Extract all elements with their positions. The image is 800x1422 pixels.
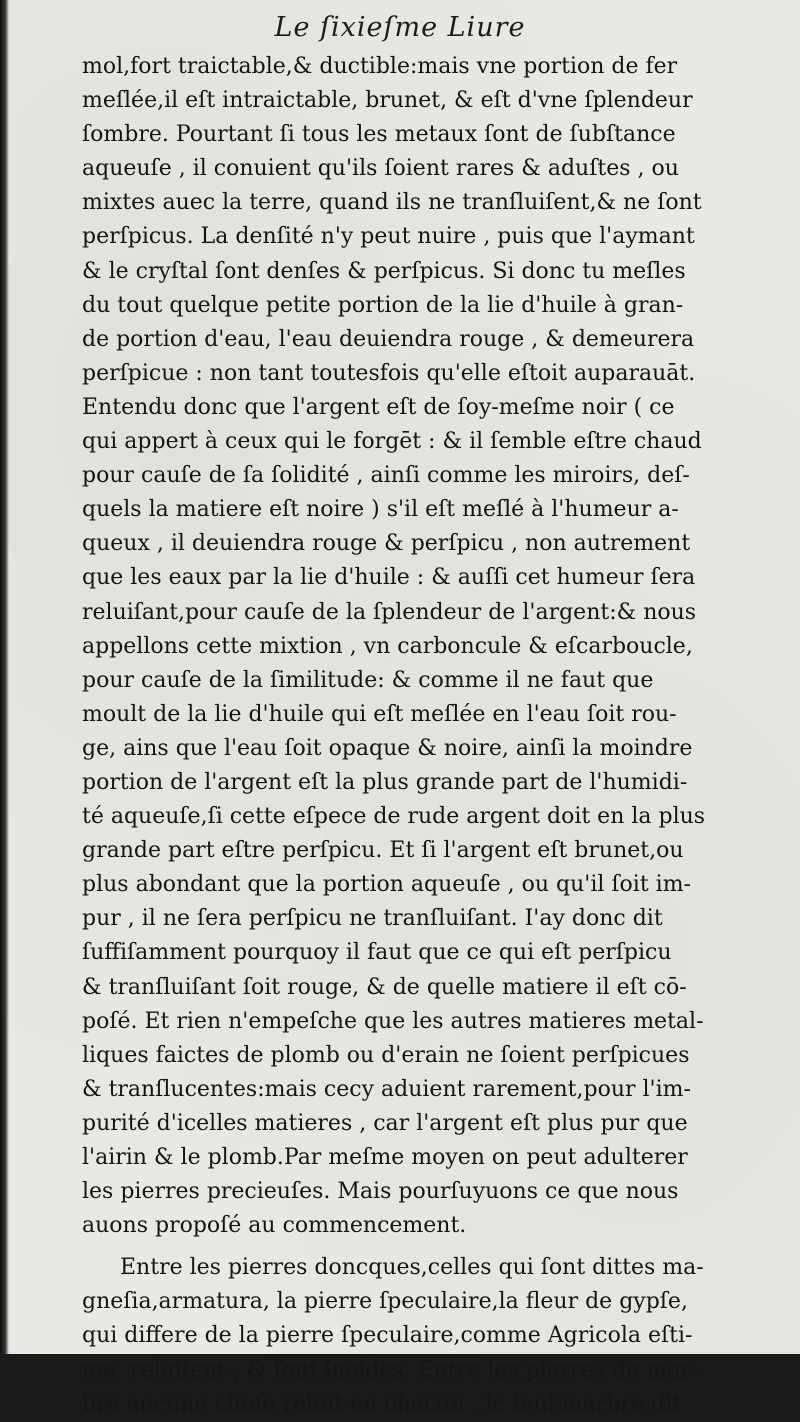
text-line: que les eaux par la lie d'huile : & auſſi cet humeur ſera: [82, 565, 696, 591]
text-line: grande part eſtre perſpicu. Et ſi l'argent eſt brunet,ou: [82, 838, 684, 864]
text-line: aqueuſe , il conuient qu'ils ſoient rares & aduſtes , ou: [82, 156, 679, 182]
text-line: reluiſant,pour cauſe de la ſplendeur de l'argent:& nous: [82, 599, 697, 625]
text-line: qui appert à ceux qui le forgēt : & il ſemble eſtre chaud: [82, 429, 702, 455]
text-line: pour cauſe de ſa ſolidité , ainſi comme les miroirs, deſ-: [82, 463, 690, 489]
text-line: ſuffiſamment pourquoy il faut que ce qui eſt perſpicu: [82, 940, 672, 966]
text-line: liques faictes de plomb ou d'erain ne ſoient perſpicues: [82, 1042, 690, 1068]
paragraph-2: [82, 1251, 750, 1421]
text-line: meſlée,il eſt intraictable, brunet, & eſt d'vne ſplendeur: [82, 88, 693, 114]
text-line: & tranſlucentes:mais cecy aduient rarement,pour l'im-: [82, 1076, 691, 1102]
text-line: appellons cette mixtion , vn carboncule & eſcarboucle,: [82, 633, 693, 659]
text-line: ge, ains que l'eau ſoit opaque & noire, ainſi la moindre: [82, 735, 693, 761]
text-line: pour cauſe de la ſimilitude: & comme il ne faut que: [82, 667, 654, 693]
text-line: gneſia,armatura, la pierre ſpeculaire,la fleur de gypſe,: [82, 1289, 688, 1315]
text-line: les pierres precieuſes. Mais pourſuyuons ce que nous: [82, 1179, 679, 1205]
text-line: ſombre. Pourtant ſi tous les metaux ſont de ſubſtance: [82, 122, 676, 148]
text-line: quels la matiere eſt noire ) s'il eſt meſlé à l'humeur a-: [82, 497, 679, 523]
text-line: queux , il deuiendra rouge & perſpicu , non autrement: [82, 531, 691, 557]
text-line: té aqueuſe,ſi cette eſpece de rude argent doit en la plus: [82, 804, 706, 830]
text-line: de portion d'eau, l'eau deuiendra rouge , & demeurera: [82, 326, 695, 352]
text-line: l'airin & le plomb.Par meſme moyen on peut adulterer: [82, 1145, 688, 1170]
text-line: du tout quelque petite portion de la lie d'huile à gran-: [82, 292, 684, 318]
text-line: plus abondant que la portion aqueuſe , ou qu'il ſoit im-: [82, 872, 691, 898]
page-binding-shadow: [0, 0, 9, 1354]
paragraph-gap: [82, 1243, 750, 1251]
text-line: portion de l'argent eſt la plus grande part de l'humidi-: [82, 769, 688, 795]
text-line: Entendu donc que l'argent eſt de ſoy-meſme noir ( ce: [82, 394, 675, 420]
text-line: Entre les pierres doncques,celles qui ſont dittes ma-: [120, 1255, 704, 1281]
text-line: mixtes auec la terre, quand ils ne tranſluiſent,& ne ſont: [82, 190, 702, 216]
text-line: pur , il ne ſera perſpicu ne tranſluiſant. I'ay donc dit: [82, 906, 663, 932]
text-line: perſpicus. La denſité n'y peut nuire , puis que l'aymant: [82, 224, 695, 250]
text-line: auons propoſé au commencement.: [82, 1213, 467, 1239]
text-line: mol,fort traictable,& ductible:mais vne portion de fer: [82, 54, 678, 79]
text-line: bre aucune choſe reluit en chacun , le ſeul marbre dit: [82, 1391, 681, 1417]
paragraph-1: [82, 50, 750, 1243]
text-line: & tranſluiſant ſoit rouge, & de quelle matiere il eſt cō-: [82, 974, 687, 1000]
text-line: moult de la lie d'huile qui eſt meſlée en l'eau ſoit rou-: [82, 701, 677, 727]
text-line: & le cryſtal ſont denſes & perſpicus. Si donc tu meſles: [82, 258, 686, 284]
text-line: perſpicue : non tant toutesfois qu'elle eſtoit auparauāt.: [82, 360, 696, 386]
text-line: purité d'icelles matieres , car l'argent eſt plus pur que: [82, 1110, 688, 1136]
text-line: qui differe de la pierre ſpeculaire,comme Agricola eſti-: [82, 1323, 693, 1349]
text-line: me, reluiſent , & ſont lucides. Entre les pierres de mar-: [82, 1357, 699, 1383]
body-text: [82, 50, 750, 1422]
running-head: Le ſixieſme Liure: [274, 12, 526, 43]
text-line: poſé. Et rien n'empeſche que les autres matieres metal-: [82, 1008, 704, 1034]
